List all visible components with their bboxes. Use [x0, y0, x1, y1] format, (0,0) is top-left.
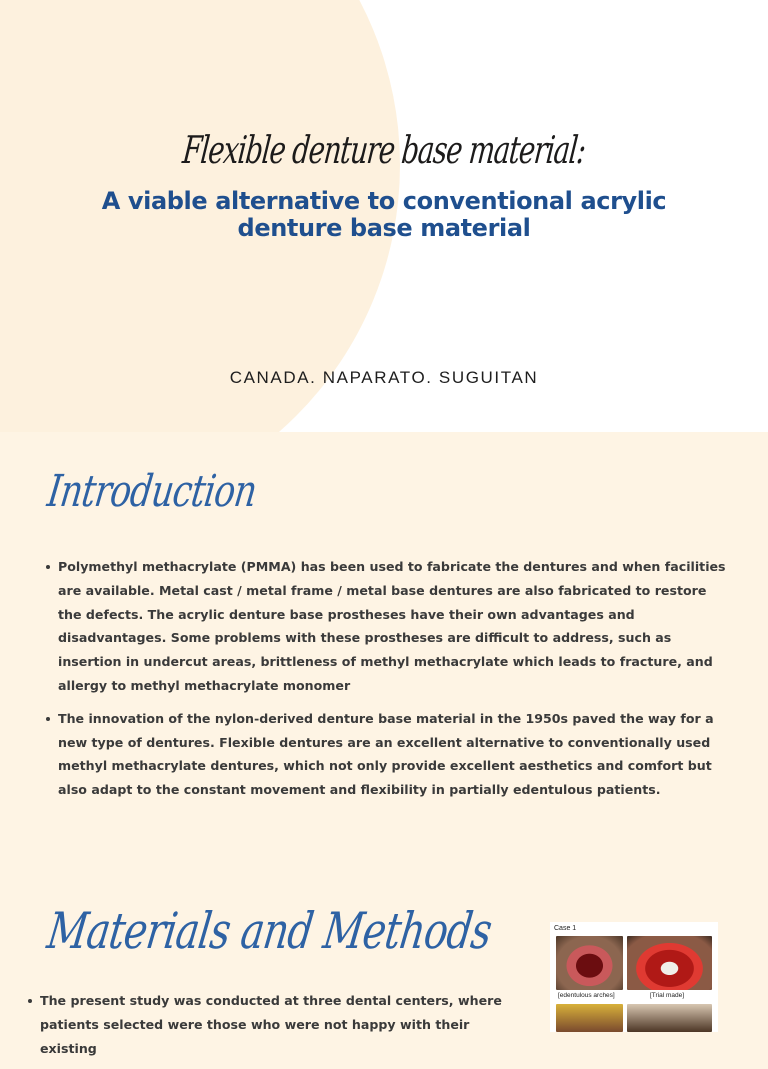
case-photo-4: [627, 1004, 712, 1032]
methods-list: [40, 989, 530, 1069]
introduction-bullet-2: The innovation of the nylon-derived denture base material in the 1950s paved the way for a new type of dentures. Flexible dentures are an excellent alternative to conventionally used methyl methacrylate dentures, which not only provide excellent aesthetics and comfort but also adapt to the constant movement and flexibility in partially edentulous patients.: [58, 707, 730, 802]
case-photo-3: [556, 1004, 623, 1032]
title-slide: [0, 0, 768, 432]
authors-line: CANADA. NAPARATO. SUGUITAN: [229, 368, 539, 387]
trial-made-caption: [Trial made]: [650, 992, 685, 999]
edentulous-arches-caption: [edentulous arches]: [558, 992, 615, 999]
introduction-list: [58, 555, 730, 811]
case-label: Case 1: [554, 925, 577, 932]
methods-bullet-1: The present study was conducted at three dental centers, where patients selected were those who were not happy with their existing: [40, 989, 530, 1060]
script-title: Flexible denture base material:: [180, 128, 588, 172]
methods-heading: Materials and Methods: [44, 902, 495, 960]
case-photo-figure: [550, 922, 718, 1032]
page-subtitle: A viable alternative to conventional acrylic denture base material: [101, 187, 667, 242]
introduction-bullet-1: Polymethyl methacrylate (PMMA) has been used to fabricate the dentures and when facilities are available. Metal cast / metal frame / metal base dentures are also fabricated to restore the defects. The acrylic denture base prostheses have their own advantages and disadvantages. Some problems with these prostheses are difficult to address, such as insertion in undercut areas, brittleness of methyl methacrylate which leads to fracture, and allergy to methyl methacrylate monomer: [58, 555, 730, 698]
edentulous-arches-photo: [556, 936, 623, 990]
introduction-heading: Introduction: [44, 466, 260, 517]
trial-denture-photo: [627, 936, 712, 990]
